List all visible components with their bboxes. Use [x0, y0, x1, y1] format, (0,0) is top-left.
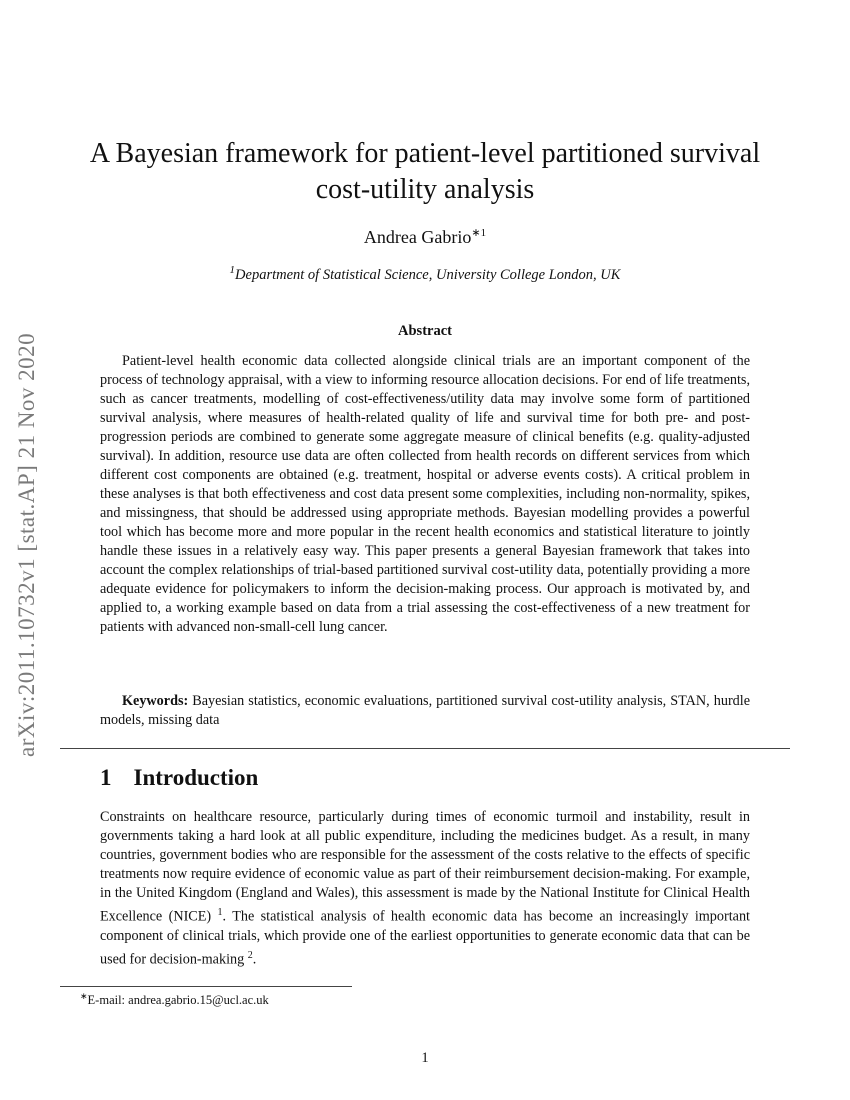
intro-text-part2: . The statistical analysis of health economic data has become an increasingly important component of clinical trials, which provide one of the earliest opportunities to generate economic data that can be used for decision-making: [100, 908, 750, 968]
footnote: [80, 991, 269, 1008]
affiliation-text: Department of Statistical Science, University College London, UK: [235, 266, 621, 283]
page-number: 1: [421, 1050, 429, 1066]
introduction-paragraph: [100, 808, 750, 969]
keywords-label: Keywords:: [122, 693, 189, 709]
arxiv-identifier: arXiv:2011.10732v1 [stat.AP] 21 Nov 2020: [14, 332, 39, 758]
keywords-text: Bayesian statistics, economic evaluations, partitioned survival cost-utility analysis, STAN, hurdle models, missing data: [100, 693, 750, 728]
affiliation-marker: 1: [229, 264, 236, 276]
section-number: 1: [100, 765, 112, 790]
intro-text-part3: .: [252, 951, 257, 968]
section-heading: [100, 765, 258, 791]
keywords-paragraph: [100, 692, 750, 730]
footnote-divider: [60, 986, 352, 987]
section-divider: [60, 748, 790, 749]
abstract-heading: Abstract: [398, 323, 452, 339]
citation-ref-2: 2: [247, 949, 253, 961]
intro-text-part1: Constraints on healthcare resource, particularly during times of economic turmoil and instability, result in governments taking a hard look at all public expenditure, including the medicines budget. As a result, in many countries, government bodies who are responsible for the assessment of the costs relative to the effects of specific treatments now require evidence of economic value as part of their reimbursement decision-making. For example, in the United Kingdom (England and Wales), this assessment is made by the National Institute for Clinical Health Excellence (NICE): [100, 809, 750, 925]
footnote-marker: ∗: [80, 991, 88, 1001]
author-line: [0, 226, 850, 248]
author-name: Andrea Gabrio: [363, 227, 472, 247]
citation-ref-1: 1: [217, 907, 223, 918]
section-title: Introduction: [133, 765, 259, 790]
affiliation-line: [0, 264, 850, 284]
author-marker: ∗1: [471, 227, 487, 239]
footnote-email: E-mail: andrea.gabrio.15@ucl.ac.uk: [87, 993, 269, 1008]
abstract-text: Patient-level health economic data collected alongside clinical trials are an important component of the process of technology appraisal, with a view to informing resource allocation decisions. For end of life treatments, such as cancer treatments, modelling of cost-effectiveness/utility data may involve some form of partitioned survival analysis, where measures of health-related quality of life and survival time for both pre- and post-progression periods are combined to generate some aggregate measure of clinical benefits (e.g. quality-adjusted survival). In addition, resource use data are often collected from health records on different services from which different cost components are obtained (e.g. treatment, hospital or adverse events costs). A critical problem in these analyses is that both effectiveness and cost data present some complexities, including non-normality, spikes, and missingness, that should be addressed using appropriate methods. Bayesian modelling provides a powerful tool which has become more and more popular in the recent health economics and statistical literature to jointly handle these issues in a relatively easy way. This paper presents a general Bayesian framework that takes into account the complex relationships of trial-based partitioned survival cost-utility data, potentially providing a more adequate evidence for policymakers to inform the decision-making process. Our approach is motivated by, and applied to, a working example based on data from a trial assessing the cost-effectiveness of a new treatment for patients with advanced non-small-cell lung cancer.: [100, 353, 750, 635]
paper-title: A Bayesian framework for patient-level partitioned survival cost-utility analysis: [89, 138, 761, 205]
